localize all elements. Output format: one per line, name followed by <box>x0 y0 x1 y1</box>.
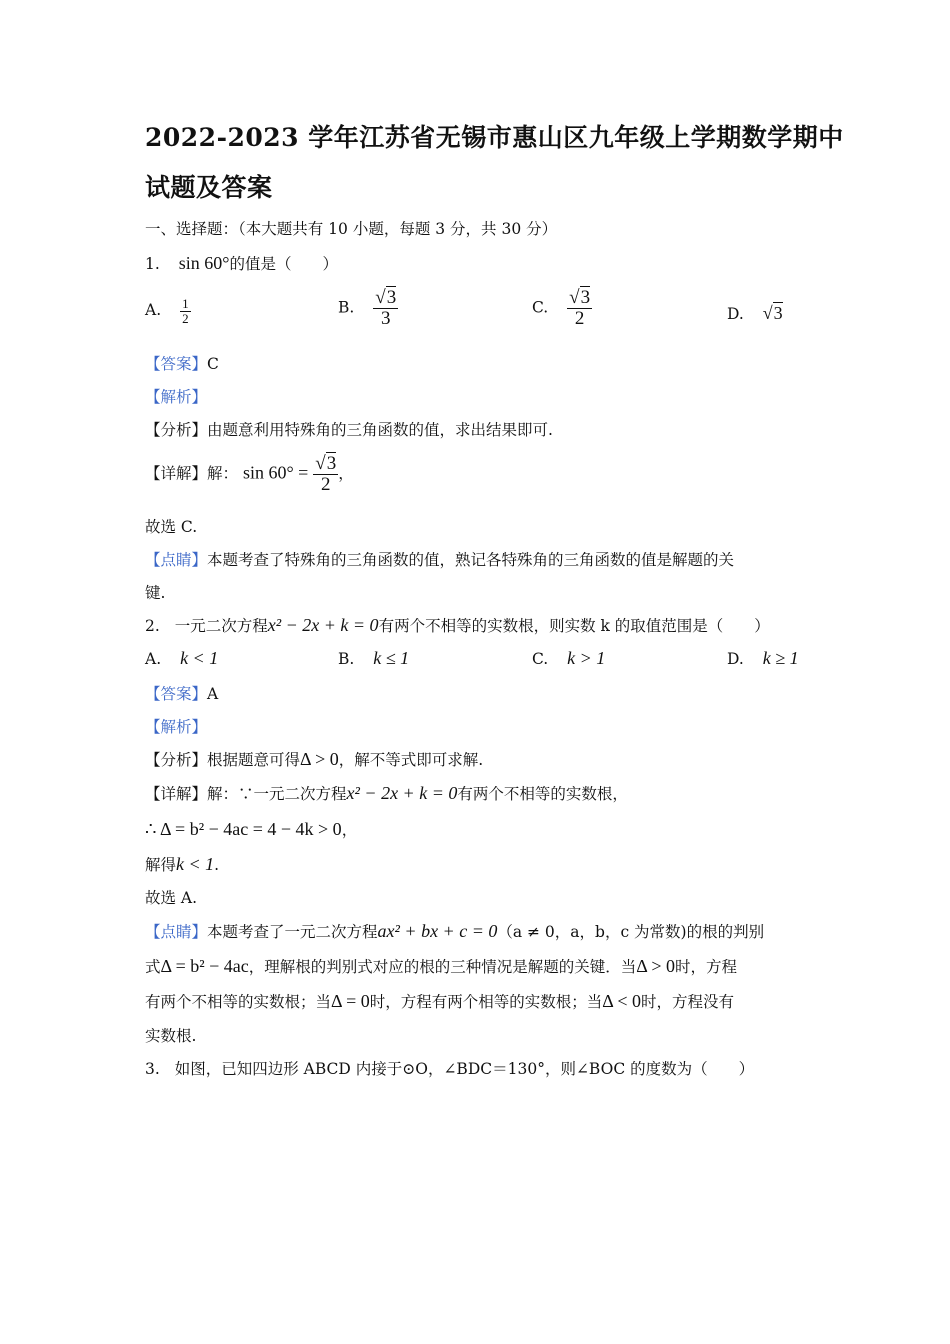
q3-stem-text: 如图，已知四边形 ABCD 内接于⊙O，∠BDC＝130°，则∠BOC 的度数为（ ） <box>174 1060 755 1078</box>
answer-value: C <box>207 355 219 373</box>
doc-title-line2: 试题及答案 <box>145 173 273 202</box>
q2-stem-a: 一元二次方程 <box>174 617 268 635</box>
q1-detail <box>145 454 354 495</box>
q3-number: 3. <box>145 1060 160 1078</box>
q1-option-d <box>727 303 783 324</box>
discriminant-expression: Δ = b² − 4ac <box>160 956 249 976</box>
fenxi-text: 由题意利用特殊角的三角函数的值，求出结果即可. <box>207 421 553 439</box>
q1-number: 1. <box>145 255 160 273</box>
condition-expression: Δ < 0 <box>602 991 641 1011</box>
comment-text: ，理解根的判别式对应的根的三种情况是解题的关键．当 <box>248 958 637 976</box>
comment-text: 时，方程没有 <box>641 993 735 1011</box>
fenxi-expression: Δ > 0 <box>300 749 339 769</box>
fenxi-text-a: 根据题意可得 <box>207 751 301 769</box>
comment-text: 本题考查了特殊角的三角函数的值，熟记各特殊角的三角函数的值是解题的关 <box>207 551 735 569</box>
comment-tag: 【点睛】 <box>145 923 208 941</box>
step1-suffix: ， <box>341 821 358 839</box>
comment-text: 时，方程有两个相等的实数根；当 <box>369 993 603 1011</box>
detail-equation: x² − 2x + k = 0 <box>346 783 458 803</box>
q1-comment <box>145 548 734 570</box>
condition-expression: Δ > 0 <box>636 956 676 976</box>
option-label: B. <box>338 650 355 668</box>
comment-text: 时，方程 <box>675 958 738 976</box>
q1-fenxi <box>145 418 553 440</box>
q2-stem <box>145 614 770 636</box>
answer-tag: 【答案】 <box>145 685 208 703</box>
step2-text-b: . <box>214 856 220 874</box>
comment-condition: （a ≠ 0，a，b，c 为常数)的根的判别 <box>497 923 765 941</box>
step2-text-a: 解得 <box>145 856 177 874</box>
q1-expression: sin 60° <box>178 253 230 273</box>
option-label: A. <box>145 650 162 668</box>
q2-option-b <box>338 648 409 669</box>
q2-step1 <box>145 818 357 840</box>
q3-stem <box>145 1057 754 1079</box>
q2-option-a <box>145 648 218 669</box>
detail-tag: 【详解】 <box>145 785 208 803</box>
comment-text: 式 <box>145 958 161 976</box>
q2-equation: x² − 2x + k = 0 <box>267 615 379 635</box>
q1-analysis-tag: 【解析】 <box>145 388 208 406</box>
option-expression: k ≤ 1 <box>373 648 410 668</box>
q2-answer <box>145 682 218 704</box>
q2-option-c <box>532 648 605 669</box>
detail-text-a: 解：∵一元二次方程 <box>207 785 347 803</box>
detail-tag: 【详解】 <box>145 464 208 483</box>
q2-analysis-tag: 【解析】 <box>145 718 208 736</box>
fraction <box>373 288 398 329</box>
detail-text-b: 有两个不相等的实数根， <box>457 785 628 803</box>
detail-suffix: ， <box>338 464 354 483</box>
denominator: 3 <box>380 307 391 329</box>
step2-expression: k < 1 <box>176 854 215 874</box>
radicand: 3 <box>773 303 783 323</box>
q2-comment-line3 <box>145 990 734 1012</box>
detail-expression: sin 60° = <box>242 462 309 483</box>
q2-comment-line2 <box>145 955 737 977</box>
fraction <box>567 288 592 329</box>
option-label: C. <box>532 650 549 668</box>
section-heading: 一、选择题：（本大题共有 10 小题，每题 3 分，共 30 分） <box>145 220 558 238</box>
numerator: √3 <box>315 453 337 474</box>
q1-comment-line2: 键. <box>145 584 166 602</box>
q1-answer <box>145 352 219 374</box>
q2-conclusion: 故选 A. <box>145 889 198 907</box>
q1-conclusion: 故选 C. <box>145 518 198 536</box>
q1-option-b <box>338 288 398 329</box>
fenxi-tag: 【分析】 <box>145 751 208 769</box>
fenxi-tag: 【分析】 <box>145 421 208 439</box>
fenxi-text-b: ，解不等式即可求解. <box>338 751 484 769</box>
answer-tag: 【答案】 <box>145 355 208 373</box>
q2-detail <box>145 782 628 804</box>
q1-stem-text: 的值是（ ） <box>229 255 338 273</box>
q1-stem <box>145 252 338 274</box>
step1-expression: ∴ Δ = b² − 4ac = 4 − 4k > 0 <box>145 819 342 839</box>
denominator: 2 <box>320 473 331 495</box>
denominator: 2 <box>574 307 585 329</box>
radicand: 3 <box>326 453 337 474</box>
q1-option-a <box>145 297 191 325</box>
option-label: D. <box>727 305 744 323</box>
q2-comment-line4: 实数根. <box>145 1027 197 1045</box>
radicand: 3 <box>386 287 397 308</box>
fraction <box>180 297 191 325</box>
detail-prefix: 解： <box>207 464 239 483</box>
numerator: 1 <box>182 296 189 311</box>
radicand: 3 <box>580 287 591 308</box>
q2-comment <box>145 920 764 942</box>
comment-text-a: 本题考查了一元二次方程 <box>207 923 378 941</box>
option-label: A. <box>145 301 162 320</box>
square-root: √3 <box>762 303 783 323</box>
doc-title-line1: 2022-2023 学年江苏省无锡市惠山区九年级上学期数学期中 <box>145 123 844 152</box>
option-expression: k > 1 <box>567 648 606 668</box>
q2-stem-b: 有两个不相等的实数根，则实数 k 的取值范围是（ ） <box>378 617 770 635</box>
option-label: B. <box>338 298 355 317</box>
q2-step2 <box>145 853 219 875</box>
option-expression: k < 1 <box>180 648 219 668</box>
option-label: C. <box>532 298 549 317</box>
option-label: D. <box>727 650 744 668</box>
numerator: √3 <box>375 287 397 308</box>
comment-tag: 【点睛】 <box>145 551 208 569</box>
option-expression: k ≥ 1 <box>762 648 799 668</box>
q2-option-d <box>727 648 799 669</box>
condition-expression: Δ = 0 <box>331 991 370 1011</box>
q2-number: 2. <box>145 617 160 635</box>
answer-value: A <box>207 685 219 703</box>
q1-option-c <box>532 288 592 329</box>
denominator: 2 <box>182 310 189 326</box>
numerator: √3 <box>569 287 591 308</box>
q2-fenxi <box>145 748 483 770</box>
comment-text: 有两个不相等的实数根；当 <box>145 993 332 1011</box>
comment-equation: ax² + bx + c = 0 <box>377 921 498 941</box>
fraction <box>313 454 338 495</box>
